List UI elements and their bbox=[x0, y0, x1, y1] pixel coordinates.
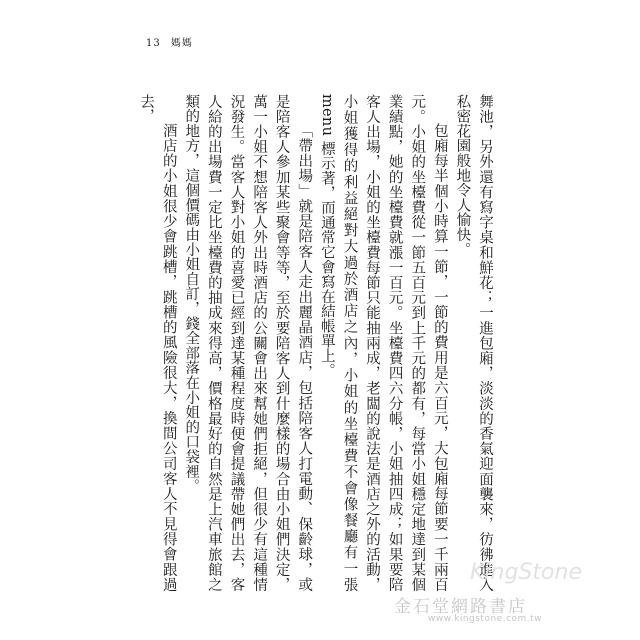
page-number: 13 bbox=[146, 38, 161, 49]
chapter-title: 媽媽 bbox=[170, 38, 193, 49]
watermark-text: 金石堂網路書店 bbox=[394, 597, 527, 617]
watermark-logo: KingStone bbox=[470, 560, 582, 585]
paragraph-1: 舞池，另外還有寫字桌和鮮花；一進包廂，淡淡的香氣迎面襲來，彷彿進入私密花園般地令人愉快。 bbox=[454, 94, 493, 592]
paragraph-4: 酒店的小姐很少會跳槽，跳槽的風險很大，換間公司客人不見得會跟過去， bbox=[138, 94, 177, 592]
vertical-body-text bbox=[138, 94, 496, 592]
watermark-url: www.kingstone.com.tw bbox=[428, 614, 543, 624]
running-header bbox=[146, 34, 193, 49]
paragraph-2: 包廂每半個小時算一節，一節的費用是六百元，大包廂每節要一千兩百元。小姐的坐檯費從一節五百元到上千元的都有，每當小姐穩定地達到某個業績點，她的坐檯費就漲一百元。坐檯費四六分帳，小姐抽四成；如果要陪客人出場，小姐的坐檯費每節只能抽兩成，老闆的說法是酒店之外的活動，小姐獲得的利益絕對大過於酒店之內，小姐的坐檯費不會像餐廳有一張 menu 標示著，而通常它會寫在結帳單上。 bbox=[318, 94, 448, 592]
paragraph-3: 「帶出場」就是陪客人走出麗晶酒店，包括陪客人打電動、保齡球，或是陪客人參加某些聚會等等，至於要陪客人到什麼樣的場合由小姐們決定，萬一小姐不想陪客人外出時酒店的公關會出來幫她們拒絕，但很少有這種情況發生。當客人對小姐的喜愛已經到達某種程度時便會提議帶她們出去，客人給的出場費一定比坐檯費的抽成來得高，價格最好的自然是上汽車旅館之類的地方，這個價碼由小姐自訂，錢全部落在小姐的口袋裡。 bbox=[183, 94, 313, 592]
